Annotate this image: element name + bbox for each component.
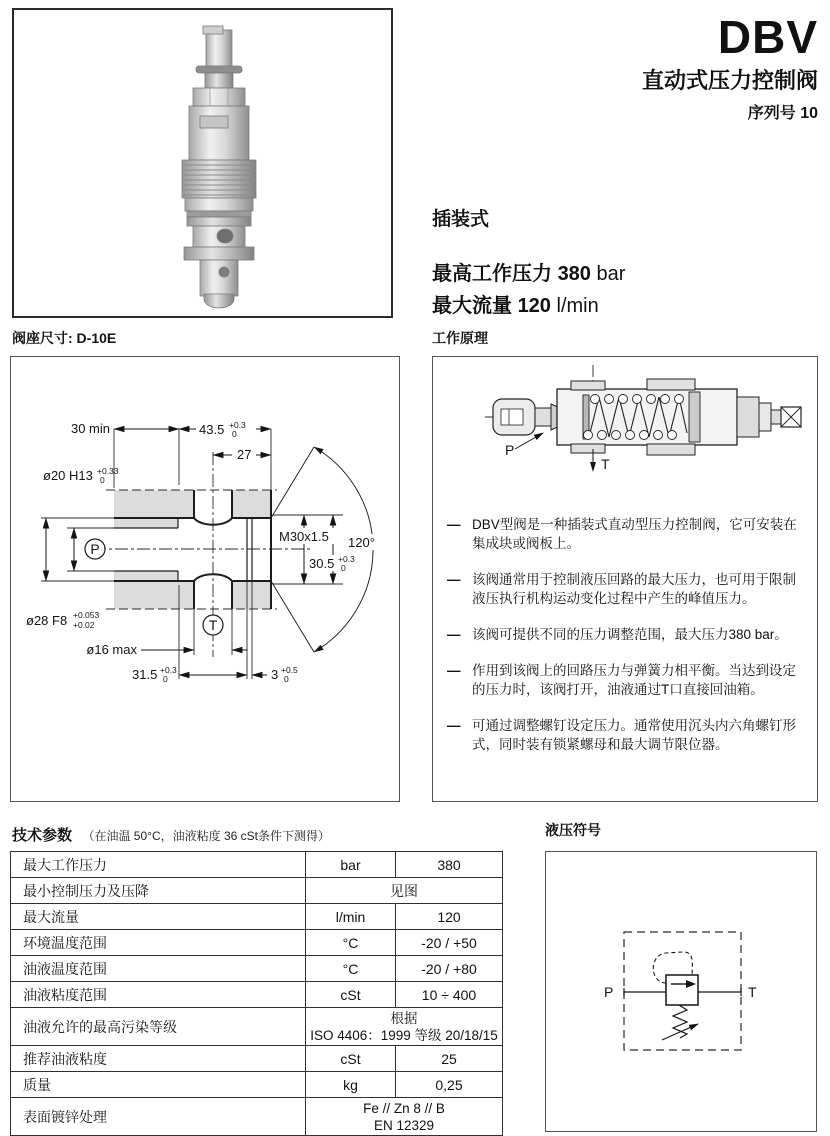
- dim-d28-sub: +0.02: [73, 620, 95, 630]
- product-photo-box: [12, 8, 393, 318]
- symbol-box: [545, 851, 817, 1132]
- seat-drawing-box: [10, 356, 400, 802]
- symbol-port-p: P: [604, 984, 614, 1000]
- max-pressure-label: 最高工作压力: [432, 263, 552, 285]
- dim-27: 27: [237, 447, 252, 462]
- valve-photo: [14, 10, 391, 312]
- dim-30-5-sup: +0.3: [338, 554, 355, 564]
- spec-unit: cSt: [306, 982, 396, 1008]
- dim-d20: ø20 H13: [43, 468, 93, 483]
- principle-bullets: [447, 515, 803, 754]
- spec-row: [11, 852, 503, 878]
- max-flow-value: 120: [517, 295, 551, 317]
- spec-unit: l/min: [306, 904, 396, 930]
- dim-d28: ø28 F8: [26, 613, 68, 628]
- relief-valve-symbol: [624, 952, 741, 1040]
- valve-body-shapes: [182, 26, 256, 308]
- dim-31-5-sup: +0.3: [160, 665, 177, 675]
- spec-value: [306, 1098, 503, 1136]
- dim-120deg: 120°: [348, 535, 375, 550]
- dim-43-5-sup: +0.3: [229, 420, 246, 430]
- spec-label: 油液允许的最高污染等级: [11, 1008, 306, 1046]
- spec-value-line1: 根据: [390, 1010, 418, 1026]
- max-flow-line: [432, 291, 822, 321]
- bullet-text: 可通过调整螺钉设定压力。通常使用沉头内六角螺钉形式，同时装有锁紧螺母和最大调节限位器。: [472, 718, 796, 752]
- seat-dimension-drawing: [11, 357, 399, 801]
- spring-zigzag: [673, 1005, 687, 1038]
- spec-unit: cSt: [306, 1046, 396, 1072]
- dim-31-5: 31.5: [132, 667, 158, 682]
- spec-value-line1: Fe // Zn 8 // B: [363, 1100, 445, 1116]
- bullet-item: [447, 716, 803, 754]
- max-pressure-unit: bar: [596, 263, 626, 285]
- centerlines: [93, 452, 311, 657]
- spec-value: 120: [396, 904, 503, 930]
- max-flow-label: 最大流量: [432, 295, 512, 317]
- dim-m30: M30x1.5: [279, 529, 329, 544]
- spec-row: [11, 1046, 503, 1072]
- header: [398, 11, 818, 123]
- bullet-dash: —: [447, 663, 461, 678]
- bullet-item: [447, 570, 803, 608]
- spec-value: -20 / +80: [396, 956, 503, 982]
- bullet-dash: —: [447, 572, 461, 587]
- spec-label: 环境温度范围: [11, 930, 306, 956]
- spec-row: [11, 1098, 503, 1136]
- bullet-text: 作用到该阀上的回路压力与弹簧力相平衡。当达到设定的压力时，该阀打开，油液通过T口直接回油箱。: [472, 663, 796, 697]
- dim-30min: 30 min: [70, 421, 110, 436]
- valve-cross-section-sketch: [433, 357, 817, 509]
- spec-label: 油液温度范围: [11, 956, 306, 982]
- spec-row: [11, 1072, 503, 1098]
- spec-unit: °C: [306, 930, 396, 956]
- spec-value: 380: [396, 852, 503, 878]
- spec-unit: kg: [306, 1072, 396, 1098]
- max-flow-unit: l/min: [556, 295, 599, 317]
- max-pressure-line: [432, 259, 822, 289]
- bullet-item: [447, 661, 803, 699]
- bullet-dash: —: [447, 718, 461, 733]
- specs-note: （在油温 50°C，油液粘度 36 cSt条件下测得）: [82, 829, 330, 843]
- dim-d20-sup: +0.33: [97, 466, 119, 476]
- spec-row: [11, 930, 503, 956]
- dim-43-5: 43.5: [199, 422, 225, 437]
- symbol-port-t: T: [748, 984, 757, 1000]
- spec-label: 油液粘度范围: [11, 982, 306, 1008]
- spec-label: 表面镀锌处理: [11, 1098, 306, 1136]
- spec-value: 0,25: [396, 1072, 503, 1098]
- spec-row: [11, 878, 503, 904]
- spec-row: [11, 982, 503, 1008]
- dim-3-sup: +0.5: [281, 665, 298, 675]
- bullet-item: [447, 625, 803, 644]
- bullet-text: DBV型阀是一种插装式直动型压力控制阀，它可安装在集成块或阀板上。: [472, 517, 797, 551]
- port-p-label: P: [90, 541, 100, 557]
- spec-row: [11, 956, 503, 982]
- spec-label: 最大流量: [11, 904, 306, 930]
- hydraulic-symbol: [546, 852, 816, 1131]
- spec-label: 质量: [11, 1072, 306, 1098]
- principle-section-label: 工作原理: [432, 330, 488, 346]
- bullet-item: [447, 515, 803, 553]
- dim-43-5-sub: 0: [232, 429, 237, 439]
- spec-unit: bar: [306, 852, 396, 878]
- spec-value: [306, 1008, 503, 1046]
- spec-row: [11, 1008, 503, 1046]
- dim-3-sub: 0: [284, 674, 289, 684]
- summary: [432, 204, 822, 321]
- principle-box: [432, 356, 818, 802]
- dim-d20-sub: 0: [100, 475, 105, 485]
- dim-d28-sup: +0.053: [73, 610, 100, 620]
- port-t-marker: [203, 615, 223, 635]
- valve-square: [666, 975, 698, 1005]
- sketch-port-p: P: [505, 442, 515, 458]
- bullet-dash: —: [447, 517, 461, 532]
- specs-title: 技术参数: [12, 827, 73, 844]
- dim-d16: ø16 max: [86, 642, 137, 657]
- dim-30-5: 30.5: [309, 556, 335, 571]
- spec-value-line2: EN 12329: [373, 1117, 435, 1133]
- spec-value: 见图: [306, 878, 503, 904]
- spec-value: -20 / +50: [396, 930, 503, 956]
- max-pressure-value: 380: [557, 263, 591, 285]
- spec-value-line2: ISO 4406：1999 等级 20/18/15: [310, 1027, 498, 1043]
- sketch-body: [493, 379, 801, 455]
- specs-section-head: [12, 824, 330, 845]
- bullet-dash: —: [447, 627, 461, 642]
- spec-unit: °C: [306, 956, 396, 982]
- dim-31-5-sub: 0: [163, 674, 168, 684]
- spec-value: 25: [396, 1046, 503, 1072]
- spec-label: 推荐油液粘度: [11, 1046, 306, 1072]
- symbol-section-label: 液压符号: [545, 822, 601, 838]
- series-number: 序列号 10: [747, 105, 818, 122]
- dim-3: 3: [271, 667, 279, 682]
- spec-label: 最小控制压力及压降: [11, 878, 306, 904]
- port-p-marker: [85, 539, 105, 559]
- specs-table: [10, 851, 503, 1136]
- seat-section-label: 阀座尺寸: D-10E: [12, 330, 117, 346]
- port-t-label: T: [208, 617, 218, 633]
- spec-label: 最大工作压力: [11, 852, 306, 878]
- mount-type: 插装式: [432, 209, 490, 230]
- spec-row: [11, 904, 503, 930]
- product-subtitle: 直动式压力控制阀: [641, 68, 818, 93]
- bullet-text: 该阀可提供不同的压力调整范围，最大压力380 bar。: [472, 627, 788, 642]
- dim-30-5-sub: 0: [341, 563, 346, 573]
- product-name: DBV: [717, 11, 818, 63]
- bullet-text: 该阀通常用于控制液压回路的最大压力，也可用于限制液压执行机构运动变化过程中产生的峰值压力。: [472, 572, 796, 606]
- spec-value: 10 ÷ 400: [396, 982, 503, 1008]
- sketch-port-t: T: [601, 456, 610, 472]
